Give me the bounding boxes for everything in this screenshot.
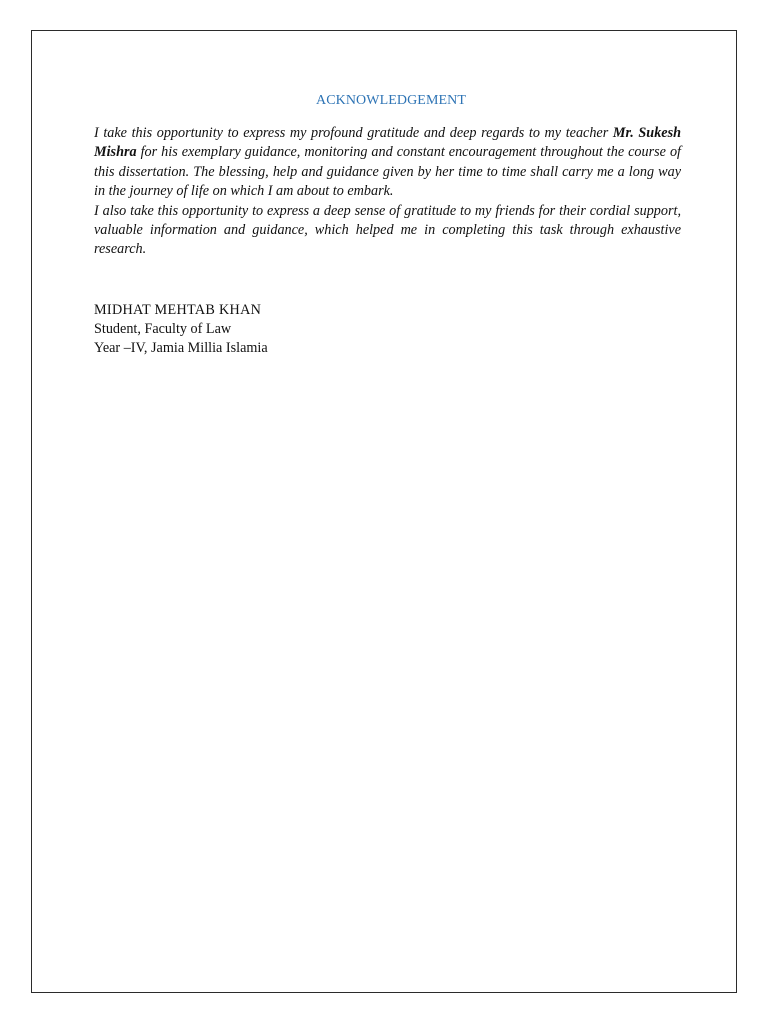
acknowledgement-body bbox=[94, 124, 681, 260]
author-role: Student, Faculty of Law bbox=[94, 321, 232, 337]
paragraph-gratitude-teacher bbox=[94, 124, 681, 202]
teacher-name: Mr. Sukesh Mishra bbox=[94, 125, 682, 161]
paragraph-text-end: for his exemplary guidance, monitoring and constant encouragement throughout the course of this dissertation. The blessing, help and guidance given by her time to time shall carry me a long way in the journey of life on which I am about to embark. bbox=[94, 144, 681, 200]
paragraph-gratitude-friends: I also take this opportunity to express a deep sense of gratitude to my friends for their cordial support, valuable information and guidance, which helped me in completing this task through exhaustive research. bbox=[94, 202, 681, 258]
author-name: MIDHAT MEHTAB KHAN bbox=[94, 302, 262, 318]
page-title: ACKNOWLEDGEMENT bbox=[315, 93, 467, 108]
paragraph-text-start: I take this opportunity to express my profound gratitude and deep regards to my teacher bbox=[94, 125, 613, 141]
author-year: Year –IV, Jamia Millia Islamia bbox=[94, 340, 268, 356]
